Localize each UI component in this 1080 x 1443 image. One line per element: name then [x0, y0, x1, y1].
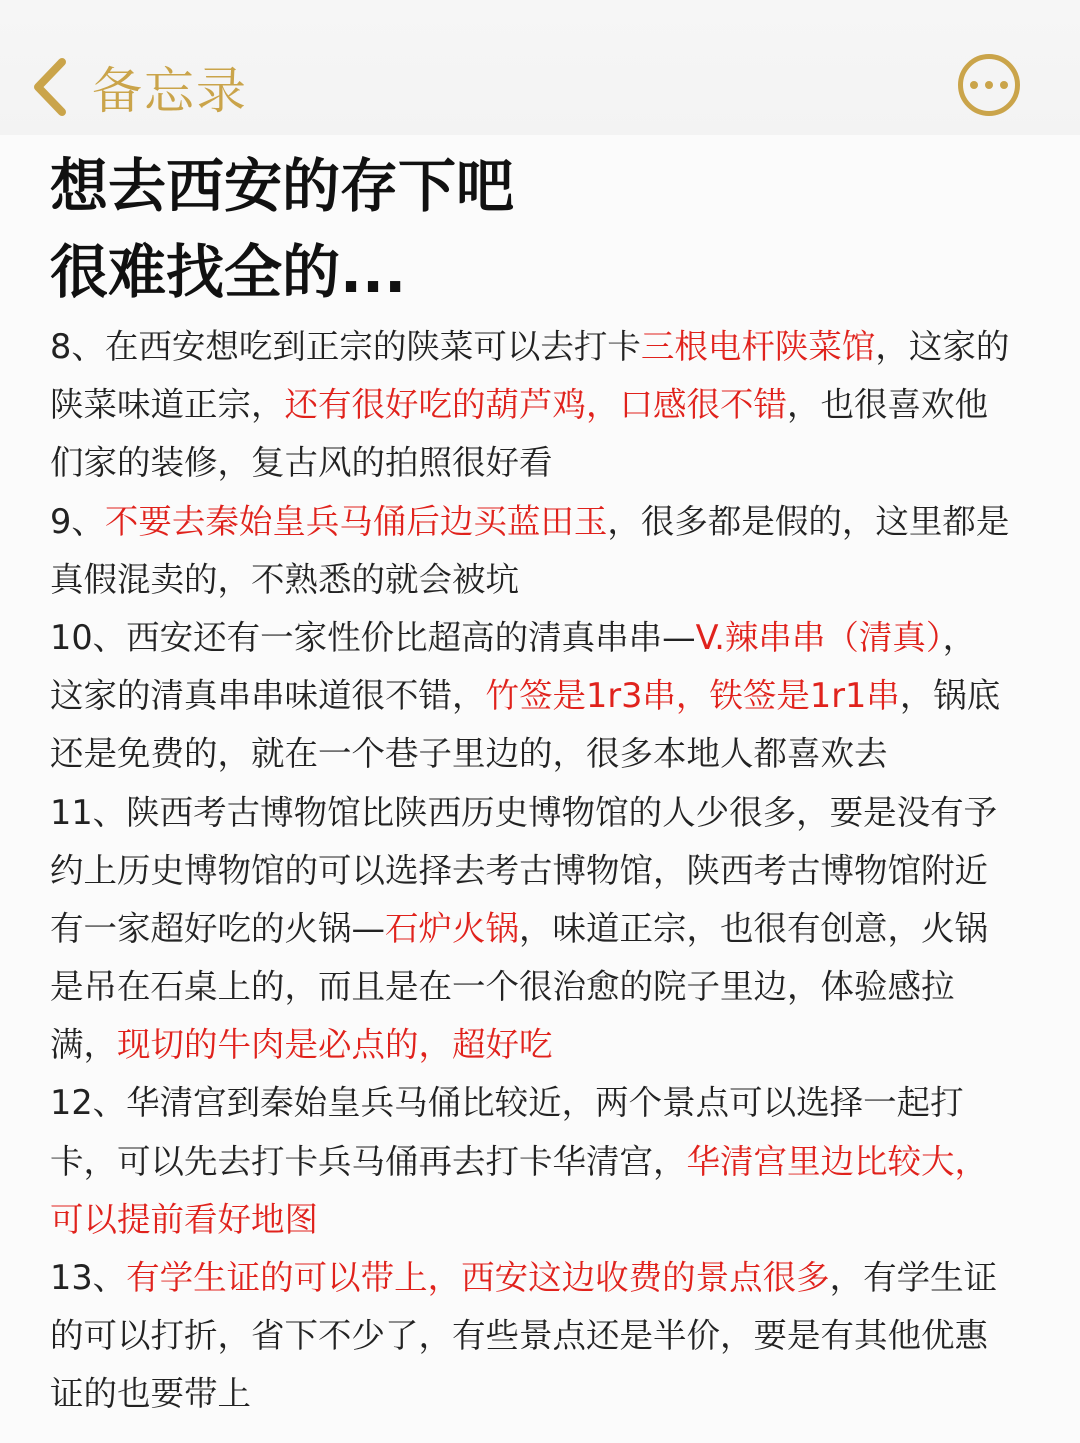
note-title	[50, 143, 1030, 315]
highlight-text: V.辣串串（清真）	[695, 617, 943, 657]
body-text: ，锅底	[899, 676, 1001, 716]
body-text: 是吊在石桌上的，而且是在一个很治愈的院子里边，体验感拉	[50, 967, 955, 1007]
chevron-left-icon	[30, 56, 70, 118]
highlight-text: 华清宫里边比较大，	[686, 1141, 988, 1181]
highlight-text: 石炉火锅	[385, 908, 519, 948]
more-horizontal-icon	[970, 81, 978, 89]
note-line	[50, 900, 1040, 958]
body-text: 9、	[50, 501, 105, 541]
body-text: 证的也要带上	[50, 1374, 251, 1414]
highlight-text: 三根电杆陕菜馆	[640, 327, 876, 366]
body-text: 真假混卖的，不熟悉的就会被坑	[50, 559, 519, 599]
body-text: ，也很喜欢他	[787, 385, 988, 425]
more-options-button[interactable]	[958, 54, 1020, 116]
highlight-text: 不要去秦始皇兵马俑后边买蓝田玉	[104, 501, 608, 541]
body-text: 这家的清真串串味道很不错，	[50, 676, 486, 716]
body-text: ，味道正宗，也很有创意，火锅	[519, 908, 988, 948]
highlight-text: 有学生证的可以带上，西安这边收费的景点很多	[126, 1258, 830, 1297]
body-text: 卡，可以先去打卡兵马俑再去打卡华清宫，	[50, 1141, 687, 1181]
back-button[interactable]	[30, 52, 248, 122]
note-title-line-1: 想去西安的存下吧	[50, 152, 515, 220]
note-body	[50, 318, 1040, 1424]
body-text: 约上历史博物馆的可以选择去考古博物馆，陕西考古博物馆附近	[50, 850, 988, 890]
note-line	[50, 609, 1040, 667]
note-line	[50, 725, 1040, 783]
body-text: 10、西安还有一家性价比超高的清真串串—	[50, 617, 696, 657]
note-line	[50, 958, 1040, 1016]
highlight-text: 现切的牛肉是必点的，超好吃	[117, 1025, 553, 1065]
back-label: 备忘录	[92, 62, 248, 120]
body-text: 11、陕西考古博物馆比陕西历史博物馆的人少很多，要是没有予	[50, 792, 998, 832]
note-line	[50, 1191, 1040, 1249]
body-text: 12、华清宫到秦始皇兵马俑比较近，两个景点可以选择一起打	[50, 1083, 964, 1123]
body-text: 8、在西安想吃到正宗的陕菜可以去打卡	[50, 327, 641, 366]
note-line	[50, 318, 1040, 376]
body-text: ，	[942, 617, 977, 657]
note-title-line-2: 很难找全的...	[50, 238, 407, 306]
body-text: ，有学生证	[829, 1258, 998, 1297]
highlight-text: 还有很好吃的葫芦鸡，口感很不错	[284, 385, 787, 425]
highlight-text: 可以提前看好地图	[50, 1199, 318, 1239]
note-line	[50, 842, 1040, 900]
note-line	[50, 1249, 1040, 1307]
body-text: 的可以打折，省下不少了，有些景点还是半价，要是有其他优惠	[50, 1316, 988, 1356]
body-text: 13、	[50, 1258, 127, 1297]
body-text: 陕菜味道正宗，	[50, 385, 285, 425]
body-text: 还是免费的，就在一个巷子里边的，很多本地人都喜欢去	[50, 734, 888, 774]
highlight-text: 竹签是1r3串，铁签是1r1串	[485, 676, 900, 716]
note-line	[50, 667, 1040, 725]
note-line	[50, 1365, 1040, 1423]
note-line	[50, 493, 1040, 551]
note-line	[50, 784, 1040, 842]
body-text: ，很多都是假的，这里都是	[607, 501, 1010, 541]
body-text: 们家的装修，复古风的拍照很好看	[50, 443, 553, 483]
note-line	[50, 1307, 1040, 1365]
note-line	[50, 376, 1040, 434]
note-line	[50, 1074, 1040, 1132]
note-line	[50, 1133, 1040, 1191]
note-line	[50, 434, 1040, 492]
body-text: 有一家超好吃的火锅—	[50, 908, 385, 948]
body-text: ，这家的	[875, 327, 1010, 366]
body-text: 满，	[50, 1025, 117, 1065]
note-line	[50, 1016, 1040, 1074]
note-line	[50, 551, 1040, 609]
